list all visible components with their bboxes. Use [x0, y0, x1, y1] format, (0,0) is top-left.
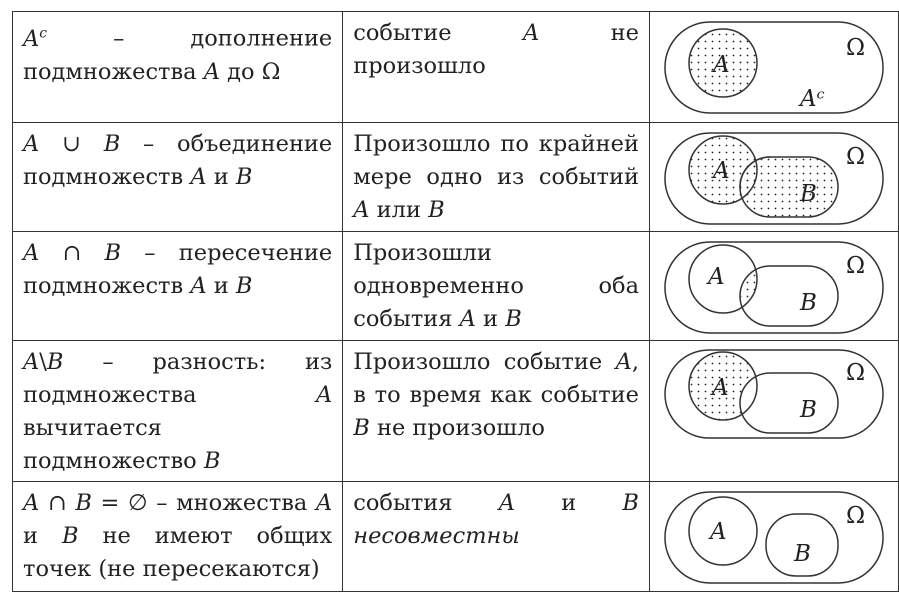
event-text: события A и B несовместны — [353, 490, 639, 549]
intersection-region — [740, 266, 838, 326]
table-row — [13, 341, 899, 482]
intersection-diagram — [660, 237, 888, 337]
event-cell — [343, 341, 650, 482]
definition-text: A ∪ B – объединение подмножеств A и B — [23, 131, 333, 190]
table-row — [13, 123, 899, 232]
universe-label: Ω — [845, 253, 866, 279]
table-row — [13, 12, 899, 123]
venn-diagram-cell — [649, 232, 898, 341]
formula: $A^c$ — [23, 25, 48, 52]
event-cell — [343, 12, 650, 123]
definition-cell — [13, 341, 343, 482]
set-a-label: A — [711, 375, 729, 401]
complement-label: Aᶜ — [799, 86, 825, 112]
venn-diagram-cell — [649, 482, 898, 592]
disjoint-diagram — [660, 487, 888, 587]
set-a-label: A — [707, 264, 725, 290]
complement-diagram — [660, 17, 888, 117]
set-b-label: B — [793, 541, 811, 567]
event-text: Произошли одновременно оба события A и B — [353, 240, 639, 332]
event-cell — [343, 482, 650, 592]
universe-label: Ω — [845, 360, 866, 386]
universe-label: Ω — [845, 144, 866, 170]
universe-label: Ω — [845, 503, 866, 529]
definition-text: A ∩ B – пересечение подмножеств A и B — [23, 240, 333, 299]
definition-text: A\B – разность: из подмножества A вычитается подмножество B — [23, 349, 333, 474]
event-text: событие A не произошло — [353, 20, 639, 79]
difference-diagram — [660, 346, 888, 442]
table-row — [13, 232, 899, 341]
definition-text: – дополнение подмножества A до Ω — [23, 25, 333, 85]
definition-cell — [13, 232, 343, 341]
event-text: Произошло по крайней мере одно из событий A или B — [353, 131, 639, 223]
set-b-label: B — [799, 397, 817, 423]
set-a-label: A — [712, 52, 730, 78]
table-row — [13, 482, 899, 592]
venn-diagram-cell — [649, 341, 898, 482]
set-b-label: B — [799, 290, 817, 316]
set-a-label: A — [712, 158, 730, 184]
definition-text: A ∩ B = ∅ – множества A и B не имеют общих точек (не пересекаются) — [23, 490, 333, 582]
set-a-label: A — [709, 519, 727, 545]
venn-diagram-cell — [649, 123, 898, 232]
set-b-label: B — [799, 181, 817, 207]
universe-label: Ω — [845, 35, 866, 61]
union-diagram — [660, 128, 888, 228]
definition-cell — [13, 12, 343, 123]
event-text: Произошло событие A, в то время как событие B не произошло — [353, 349, 639, 441]
set-operations-table — [12, 11, 899, 592]
event-cell — [343, 232, 650, 341]
event-cell — [343, 123, 650, 232]
definition-cell — [13, 482, 343, 592]
definition-cell — [13, 123, 343, 232]
venn-diagram-cell — [649, 12, 898, 123]
